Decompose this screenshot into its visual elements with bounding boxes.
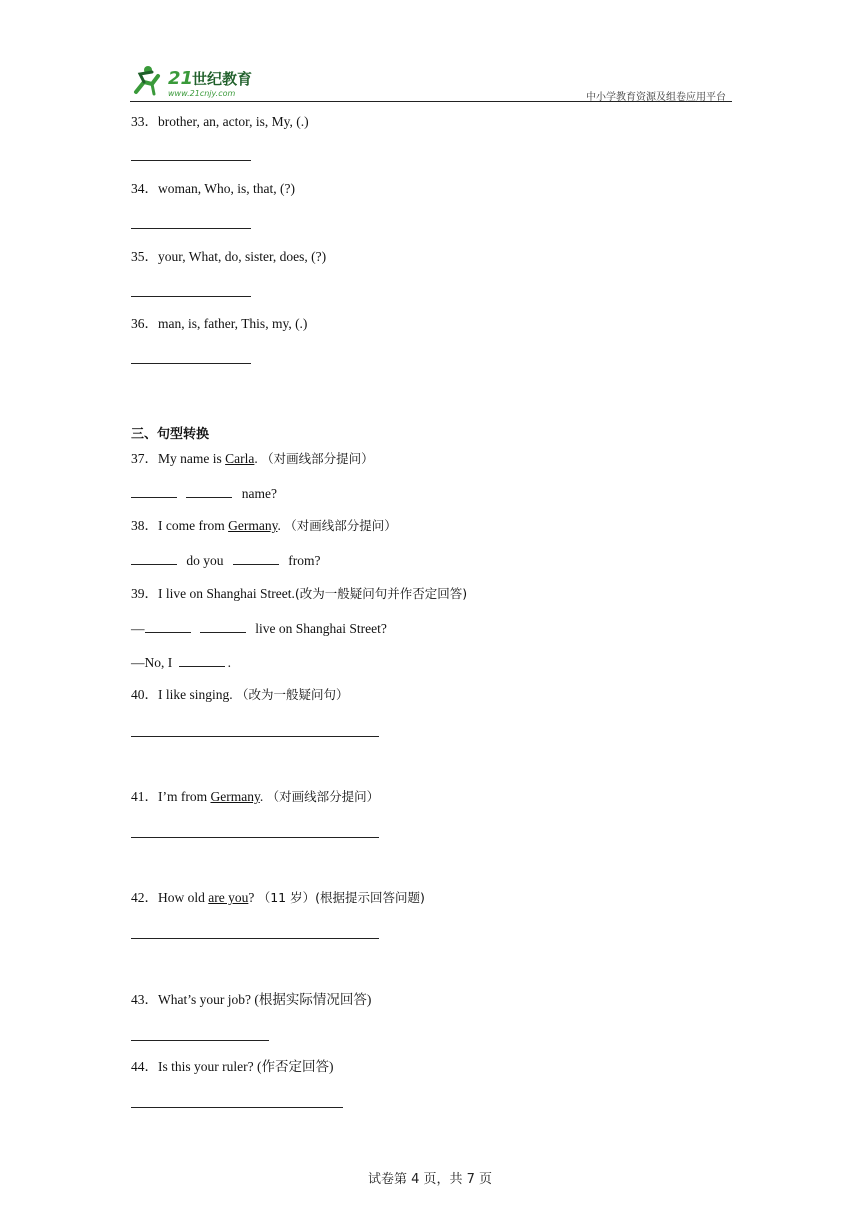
page-footer: 试卷第 4 页，共 7 页 bbox=[367, 1172, 493, 1187]
answer-line-41[interactable] bbox=[131, 837, 379, 838]
answer-blank[interactable] bbox=[186, 485, 232, 498]
header-divider bbox=[130, 101, 732, 102]
question-text: I like singing. bbox=[158, 687, 233, 702]
question-number: 36． bbox=[131, 316, 158, 331]
answer-line-44[interactable] bbox=[131, 1107, 343, 1108]
question-number: 33． bbox=[131, 114, 158, 129]
answer-line-35[interactable] bbox=[131, 296, 251, 297]
answer-row-39a bbox=[131, 620, 387, 637]
answer-row-39b bbox=[131, 654, 231, 671]
instruction-hint: （改为一般疑问句） bbox=[236, 687, 349, 702]
question-40 bbox=[131, 687, 349, 703]
underlined-word: Germany bbox=[228, 518, 278, 533]
header-platform-text: 中小学教育资源及组卷应用平台 bbox=[586, 92, 726, 103]
answer-line-36[interactable] bbox=[131, 363, 251, 364]
punctuation: ? bbox=[248, 890, 255, 905]
svg-text:世纪教育: 世纪教育 bbox=[192, 70, 253, 88]
answer-line-33[interactable] bbox=[131, 160, 251, 161]
question-text: man, is, father, This, my, (.) bbox=[158, 316, 308, 331]
svg-text:www.21cnjy.com: www.21cnjy.com bbox=[168, 89, 236, 98]
question-33 bbox=[131, 114, 309, 130]
svg-text:21: 21 bbox=[168, 68, 194, 89]
question-number: 34． bbox=[131, 181, 158, 196]
question-42 bbox=[131, 890, 425, 906]
answer-line-42[interactable] bbox=[131, 938, 379, 939]
instruction-hint: （11 岁）(根据提示回答问题) bbox=[257, 890, 425, 905]
question-text: your, What, do, sister, does, (?) bbox=[158, 249, 327, 264]
question-text: woman, Who, is, that, (?) bbox=[158, 181, 295, 196]
instruction-hint: （对画线部分提问） bbox=[284, 518, 397, 533]
question-34 bbox=[131, 181, 295, 197]
question-35 bbox=[131, 249, 326, 265]
question-text: brother, an, actor, is, My, (.) bbox=[158, 114, 309, 129]
question-number: 41． bbox=[131, 789, 158, 804]
answer-blank[interactable] bbox=[233, 552, 279, 565]
question-text: Is this your ruler? (作否定回答) bbox=[158, 1059, 334, 1074]
page-header bbox=[130, 62, 732, 104]
question-number: 43． bbox=[131, 992, 158, 1007]
instruction-hint: （对画线部分提问） bbox=[261, 451, 374, 466]
question-number: 35． bbox=[131, 249, 158, 264]
question-text: What’s your job? (根据实际情况回答) bbox=[158, 992, 372, 1007]
question-text: How old bbox=[158, 890, 209, 905]
answer-blank[interactable] bbox=[179, 654, 225, 667]
logo-21cnjy bbox=[130, 62, 270, 102]
underlined-word: Carla bbox=[225, 451, 255, 466]
question-39 bbox=[131, 586, 467, 602]
instruction-hint: (改为一般疑问句并作否定回答) bbox=[294, 586, 468, 601]
dash: — bbox=[131, 621, 145, 636]
question-37 bbox=[131, 451, 374, 467]
question-number: 44． bbox=[131, 1059, 158, 1074]
question-number: 42． bbox=[131, 890, 158, 905]
answer-line-40[interactable] bbox=[131, 736, 379, 737]
answer-row-38 bbox=[131, 552, 320, 569]
question-36 bbox=[131, 316, 307, 332]
question-text: I come from bbox=[158, 518, 229, 533]
answer-blank[interactable] bbox=[200, 620, 246, 633]
punctuation: . bbox=[254, 451, 258, 466]
answer-line-43[interactable] bbox=[131, 1040, 269, 1041]
answer-text: —No, I bbox=[131, 655, 173, 670]
question-text: My name is bbox=[158, 451, 226, 466]
question-38 bbox=[131, 518, 397, 534]
punctuation: . bbox=[227, 655, 231, 670]
question-44 bbox=[131, 1059, 333, 1075]
answer-blank[interactable] bbox=[145, 620, 191, 633]
question-number: 38． bbox=[131, 518, 158, 533]
punctuation: . bbox=[259, 789, 264, 804]
underlined-word: are you bbox=[208, 890, 249, 905]
question-number: 39． bbox=[131, 586, 158, 601]
instruction-hint: （对画线部分提问） bbox=[266, 789, 380, 804]
section-title: 三、句型转换 bbox=[131, 427, 210, 442]
answer-blank[interactable] bbox=[131, 485, 177, 498]
answer-row-37 bbox=[131, 485, 277, 502]
answer-text: live on Shanghai Street? bbox=[255, 621, 387, 636]
question-number: 37． bbox=[131, 451, 158, 466]
question-text: I’m from bbox=[158, 789, 211, 804]
answer-line-34[interactable] bbox=[131, 228, 251, 229]
answer-text: from? bbox=[288, 553, 321, 568]
answer-text: name? bbox=[241, 486, 277, 501]
question-41 bbox=[131, 789, 379, 805]
punctuation: . bbox=[277, 518, 281, 533]
question-43 bbox=[131, 992, 371, 1008]
question-number: 40． bbox=[131, 687, 158, 702]
answer-blank[interactable] bbox=[131, 552, 177, 565]
question-text: I live on Shanghai Street. bbox=[158, 586, 295, 601]
answer-text: do you bbox=[186, 553, 224, 568]
underlined-word: Germany bbox=[210, 789, 260, 804]
